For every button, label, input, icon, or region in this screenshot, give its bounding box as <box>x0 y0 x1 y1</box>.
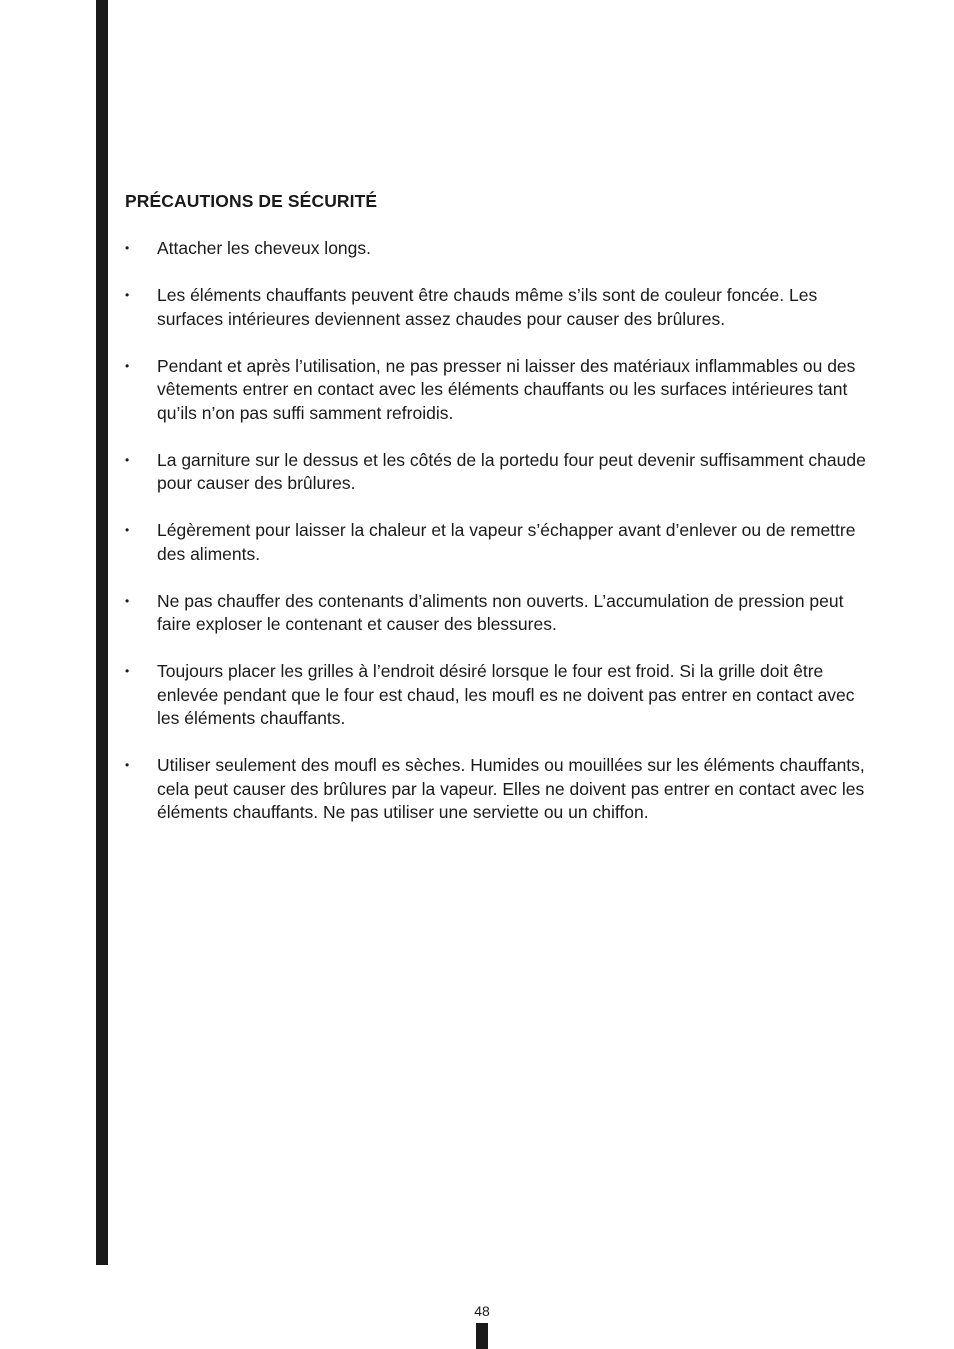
safety-precautions-list <box>125 237 870 848</box>
list-item-text: Pendant et après l’utilisation, ne pas presser ni laisser des matériaux inflammables ou des vêtements entrer en contact avec les éléments chauffants ou les surfaces intérieures tant qu’ils n’on pas suffi samment refroidis. <box>157 355 856 423</box>
bullet-icon: • <box>125 452 130 467</box>
list-item-text: La garniture sur le dessus et les côtés de la portedu four peut devenir suffisamment chaude pour causer des brûlures. <box>157 449 866 493</box>
list-item <box>125 237 870 261</box>
list-item-text: Toujours placer les grilles à l’endroit désiré lorsque le four est froid. Si la grille doit être enlevée pendant que le four est chaud, les moufl es ne doivent pas entrer en contact avec les éléments chauffants. <box>157 661 855 728</box>
bullet-icon: • <box>125 664 130 678</box>
bullet-icon: • <box>125 758 130 772</box>
list-item <box>125 590 870 637</box>
bullet-icon: • <box>125 523 130 537</box>
bullet-icon: • <box>125 593 130 608</box>
bullet-icon: • <box>125 288 130 302</box>
bullet-icon: • <box>125 241 130 255</box>
list-item-text: Les éléments chauffants peuvent être chauds même s’ils sont de couleur foncée. Les surfaces intérieures deviennent assez chaudes pour causer des brûlures. <box>157 285 818 329</box>
list-item <box>125 754 870 825</box>
list-item <box>125 284 870 331</box>
side-margin-bar <box>96 0 108 1265</box>
page-number: 48 <box>474 1303 490 1319</box>
list-item <box>125 660 870 731</box>
section-heading: PRÉCAUTIONS DE SÉCURITÉ <box>125 191 378 211</box>
list-item <box>125 355 870 426</box>
list-item <box>125 519 870 566</box>
list-item-text: Ne pas chauffer des contenants d’aliments non ouverts. L’accumulation de pression peut faire exploser le contenant et causer des blessures. <box>157 590 844 634</box>
bullet-icon: • <box>125 358 130 373</box>
page-tab-marker <box>476 1323 488 1349</box>
list-item-text: Utiliser seulement des moufl es sèches. Humides ou mouillées sur les éléments chauffants, cela peut causer des brûlures par la vapeur. Elles ne doivent pas entrer en contact avec les éléments chauffants. Ne pas utiliser une serviette ou un chiffon. <box>157 755 865 822</box>
list-item <box>125 449 870 496</box>
list-item-text: Attacher les cheveux longs. <box>157 238 372 258</box>
list-item-text: Légèrement pour laisser la chaleur et la vapeur s’échapper avant d’enlever ou de remettre des aliments. <box>157 520 856 564</box>
